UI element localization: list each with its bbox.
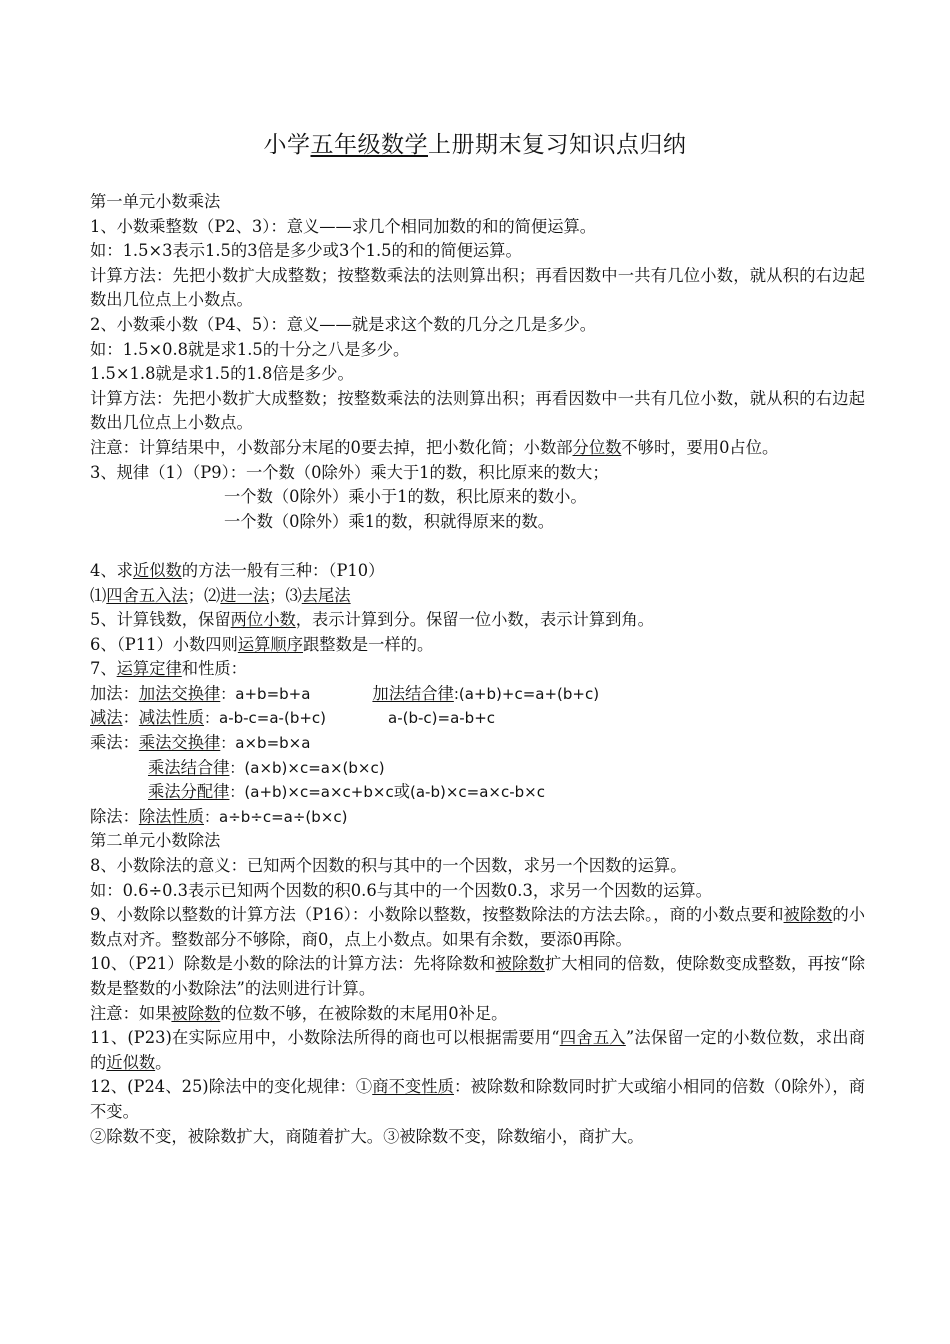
text-line: 3、规律（1）（P9）：一个数（0除外）乘大于1的数，积比原来的数大； bbox=[90, 462, 609, 482]
text-span: 的方法一般有三种：（P10） bbox=[181, 560, 385, 580]
underlined-term: 四舍五入法 bbox=[106, 585, 188, 605]
text-span: 扩大相同的倍数，使除数变成整数，再按“除数是整数的小数除法”的法则进行计算。 bbox=[90, 954, 866, 998]
text-line: 一个数（0除外）乘小于1的数，积比原来的数小。 bbox=[224, 487, 587, 507]
text-span: 加法： bbox=[90, 683, 139, 703]
text-paragraph: 计算方法：先把小数扩大成整数；按整数乘法的法则算出积；再看因数中一共有几位小数，就从积的右边起数出几位点上小数点。 bbox=[90, 388, 865, 433]
title-part: 小学 bbox=[263, 132, 311, 158]
title-part: 上册期末复习知识点归纳 bbox=[428, 132, 687, 158]
underlined-term: 两位小数 bbox=[230, 610, 296, 630]
formula-line bbox=[90, 780, 865, 805]
underlined-term: 被除数 bbox=[495, 954, 545, 974]
text-span: ；⑶ bbox=[269, 585, 302, 605]
underlined-term: 分位数 bbox=[572, 437, 622, 457]
text-span: 9、小数除以整数的计算方法（P16）：小数除以整数，按整数除法的方法去除。，商的小数点要和 bbox=[90, 905, 784, 925]
text-span: 7、 bbox=[90, 659, 117, 679]
text-line: 8、小数除法的意义：已知两个因数的积与其中的一个因数，求另一个因数的运算。 bbox=[90, 856, 687, 876]
formula: a-(b-c)=a-b+c bbox=[388, 709, 496, 728]
text-line: ②除数不变，被除数扩大，商随着扩大。③被除数不变，除数缩小，商扩大。 bbox=[90, 1126, 644, 1146]
underlined-term: 运算顺序 bbox=[237, 634, 303, 654]
text-span: ：被除数和除数同时扩大或缩小相同的倍数（0除外），商不变。 bbox=[90, 1077, 865, 1121]
page-title bbox=[0, 126, 950, 159]
text-span: 不够时，要用0占位。 bbox=[621, 437, 779, 457]
document-body bbox=[90, 190, 865, 1149]
underlined-term: 乘法结合律 bbox=[148, 757, 230, 777]
text-line: 1、小数乘整数（P2、3）：意义——求几个相同加数的和的简便运算。 bbox=[90, 216, 597, 236]
text-span: 或 bbox=[393, 782, 411, 802]
text-span: ： bbox=[122, 708, 139, 728]
text-paragraph bbox=[90, 436, 865, 461]
text-paragraph: 计算方法：先把小数扩大成整数；按整数乘法的法则算出积；再看因数中一共有几位小数，就从积的右边起数出几位点上小数点。 bbox=[90, 265, 865, 310]
text-span: ，表示计算到分。保留一位小数，表示计算到角。 bbox=[295, 610, 654, 630]
formula: :(a+b)+c=a+(b+c) bbox=[453, 684, 600, 703]
text-span: 11、(P23)在实际应用中，小数除法所得的商也可以根据需要用“ bbox=[90, 1028, 560, 1048]
text-line bbox=[90, 633, 865, 658]
underlined-term: 被除数 bbox=[783, 905, 833, 925]
formula: ：a÷b÷c=a÷(b×c) bbox=[204, 807, 348, 826]
underlined-term: 减法性质 bbox=[138, 708, 205, 728]
formula-line bbox=[90, 805, 865, 830]
underlined-term: 商不变性质 bbox=[372, 1077, 454, 1097]
underlined-term: 加法交换律 bbox=[138, 683, 221, 703]
text-span: 6、（P11）小数四则 bbox=[90, 634, 238, 654]
text-paragraph bbox=[90, 1026, 865, 1075]
blank-line bbox=[90, 534, 865, 559]
text-line: 如：0.6÷0.3表示已知两个因数的积0.6与其中的一个因数0.3，求另一个因数的运算。 bbox=[90, 880, 712, 900]
formula: ：a×b=b×a bbox=[220, 734, 311, 753]
text-span: 和性质： bbox=[181, 659, 247, 679]
underlined-term: 减法 bbox=[90, 708, 123, 728]
text-span: ；⑵ bbox=[187, 585, 221, 605]
underlined-term: 乘法分配律 bbox=[148, 782, 230, 802]
text-line: 如：1.5×0.8就是求1.5的十分之八是多少。 bbox=[90, 339, 410, 359]
formula: ：a+b=b+a bbox=[220, 684, 311, 703]
text-span: ⑴ bbox=[90, 585, 107, 605]
formula: ：(a×b)×c=a×(b×c) bbox=[229, 758, 385, 777]
text-line bbox=[90, 584, 865, 609]
underlined-term: 运算定律 bbox=[116, 659, 182, 679]
formula: ：a-b-c=a-(b+c) bbox=[204, 709, 327, 728]
title-underlined-part: 五年级数学 bbox=[310, 132, 428, 158]
text-paragraph bbox=[90, 1075, 865, 1124]
formula-line bbox=[90, 756, 865, 781]
text-span: 除法： bbox=[90, 806, 139, 826]
underlined-term: 加法结合律 bbox=[372, 683, 454, 703]
underlined-term: 近似数 bbox=[106, 1052, 156, 1072]
underlined-term: 近似数 bbox=[132, 560, 182, 580]
text-paragraph bbox=[90, 952, 865, 1001]
text-span: 10、（P21）除数是小数的除法的计算方法：先将除数和 bbox=[90, 954, 496, 974]
text-span: 乘法： bbox=[90, 733, 139, 753]
text-line: 一个数（0除外）乘1的数，积就得原来的数。 bbox=[224, 511, 555, 531]
underlined-term: 被除数 bbox=[171, 1003, 221, 1023]
underlined-term: 去尾法 bbox=[301, 585, 351, 605]
section-heading: 第一单元小数乘法 bbox=[90, 192, 221, 211]
text-line bbox=[90, 559, 865, 584]
text-span: 。 bbox=[155, 1052, 172, 1072]
text-span: 跟整数是一样的。 bbox=[303, 634, 434, 654]
text-line bbox=[90, 608, 865, 633]
formula: ：(a+b)×c=a×c+b×c bbox=[229, 783, 394, 802]
formula-line bbox=[90, 731, 865, 756]
underlined-term: 进一法 bbox=[220, 585, 270, 605]
text-span: 注意：如果 bbox=[90, 1003, 172, 1023]
underlined-term: 四舍五入 bbox=[559, 1028, 626, 1048]
text-line: 2、小数乘小数（P4、5）：意义——就是求这个数的几分之几是多少。 bbox=[90, 314, 597, 334]
section-heading: 第二单元小数除法 bbox=[90, 831, 221, 851]
text-line: 如：1.5×3表示1.5的3倍是多少或3个1.5的和的简便运算。 bbox=[90, 241, 522, 261]
text-span: 的位数不够，在被除数的末尾用0补足。 bbox=[220, 1003, 508, 1023]
underlined-term: 除法性质 bbox=[138, 806, 204, 826]
underlined-term: 乘法交换律 bbox=[138, 733, 221, 753]
text-span: 的小数点对齐。整数部分不够除，商0，点上小数点。如果有余数，要添0再除。 bbox=[90, 905, 865, 949]
text-line: 1.5×1.8就是求1.5的1.8倍是多少。 bbox=[90, 364, 354, 384]
formula-line bbox=[90, 706, 865, 731]
text-line bbox=[90, 657, 865, 682]
text-span: 5、计算钱数，保留 bbox=[90, 610, 231, 630]
text-paragraph bbox=[90, 903, 865, 952]
formula-line bbox=[90, 682, 865, 707]
text-span: ”法保留一定的小数位数，求出商的 bbox=[90, 1028, 866, 1072]
text-span: 4、求 bbox=[90, 560, 133, 580]
formula: (a-b)×c=a×c-b×c bbox=[410, 783, 545, 802]
text-span: 12、(P24、25)除法中的变化规律：① bbox=[90, 1077, 373, 1097]
text-line bbox=[90, 1002, 865, 1027]
text-span: 注意：计算结果中，小数部分末尾的0要去掉，把小数化简；小数部 bbox=[90, 437, 573, 457]
